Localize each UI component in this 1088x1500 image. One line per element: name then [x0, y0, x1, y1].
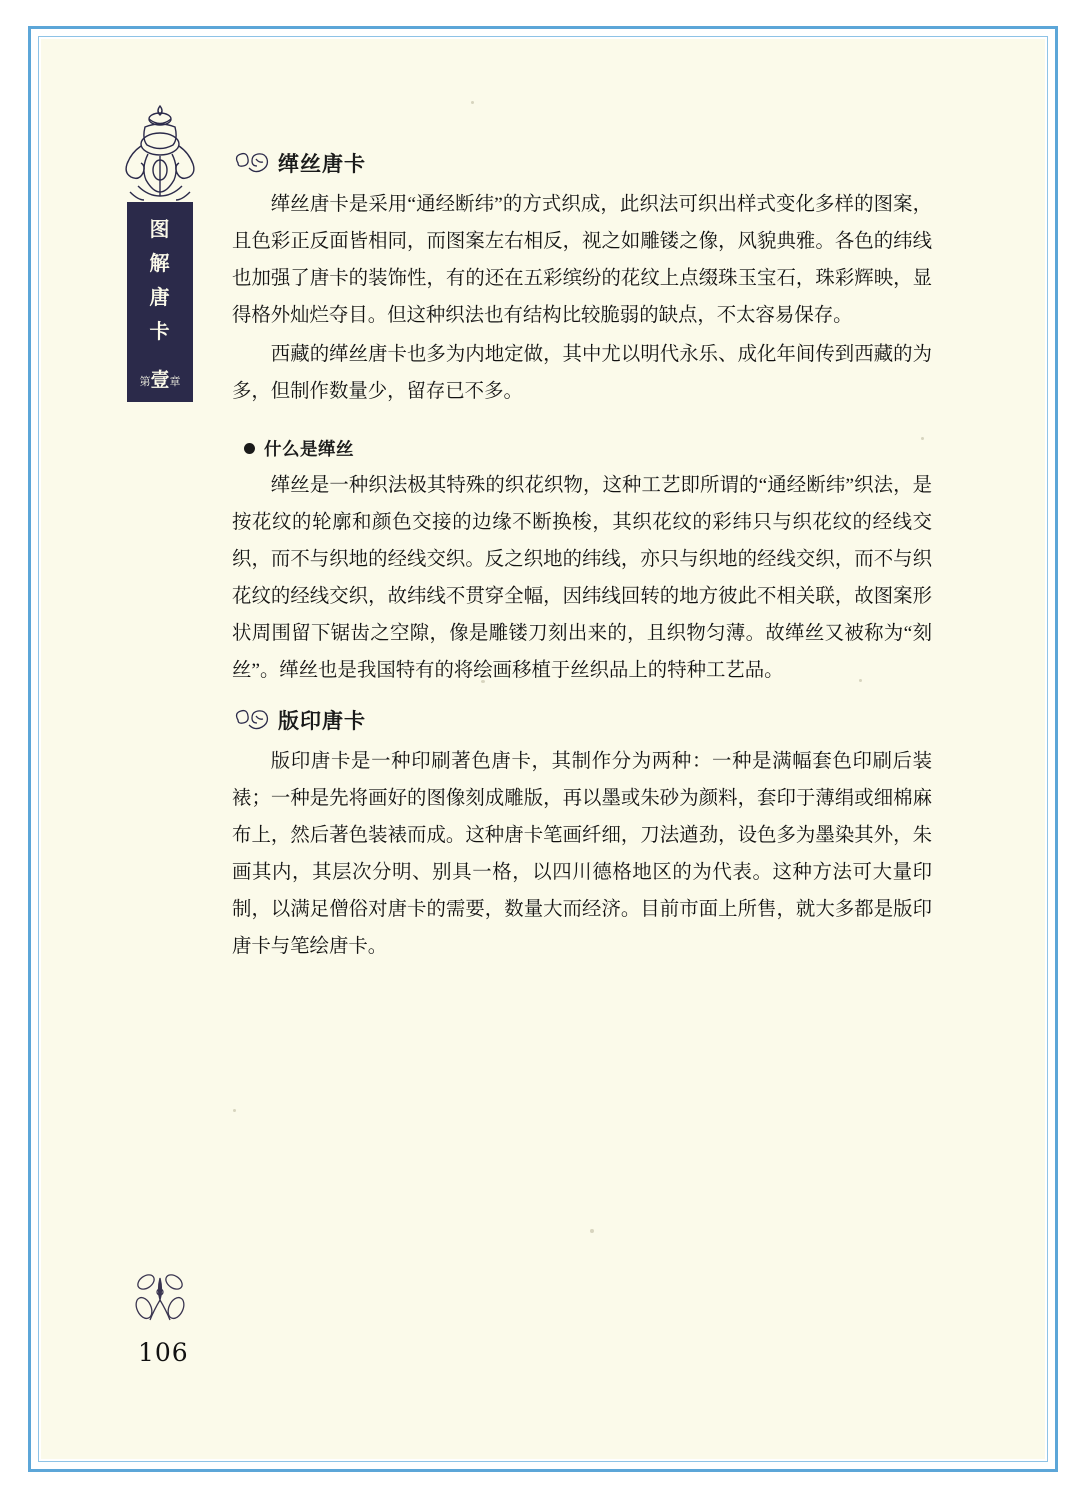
page-number: 106: [138, 1338, 189, 1367]
side-tab-chapter: [127, 358, 193, 402]
chapter-number: 壹: [150, 369, 170, 391]
chapter-side-tab: [118, 100, 202, 391]
paragraph: 缂丝是一种织法极其特殊的织花织物，这种工艺即所谓的“通经断纬”织法，是按花纹的轮廓和颜色交接的边缘不断换梭，其织花纹的彩纬只与织花纹的经线交织，而不与织地的经线交织。反之织地的纬线，亦只与织地的经线交织，而不与织花纹的经线交织，故纬线不贯穿全幅，因纬线回转的地方彼此不相关联，故图案形状周围留下锯齿之空隙，像是雕镂刀刻出来的，且织物匀薄。故缂丝又被称为“刻丝”。缂丝也是我国特有的将绘画移植于丝织品上的特种工艺品。: [232, 475, 932, 681]
side-tab-char-1: 图: [149, 217, 171, 241]
side-tab-char-3: 唐: [149, 285, 171, 309]
paper-speck: [590, 1229, 594, 1233]
section-title: 版印唐卡: [278, 709, 366, 733]
section-heading: [232, 705, 932, 735]
side-tab-title: [127, 202, 193, 358]
paragraph: 缂丝唐卡是采用“通经断纬”的方式织成，此织法可织出样式变化多样的图案，且色彩正反面皆相同，而图案左右相反，视之如雕镂之像，风貌典雅。各色的纬线也加强了唐卡的装饰性，有的还在五彩缤纷的花纹上点缀珠玉宝石，珠彩辉映，显得格外灿烂夺目。但这种织法也有结构比较脆弱的缺点，不太容易保存。: [232, 194, 932, 326]
flourish-ornament-icon: [232, 150, 272, 176]
section-title: 缂丝唐卡: [278, 152, 366, 176]
chapter-suffix: 章: [169, 375, 181, 388]
chapter-prefix: 第: [139, 375, 151, 388]
paper-speck: [471, 101, 474, 104]
paragraph: 西藏的缂丝唐卡也多为内地定做，其中尤以明代永乐、成化年间传到西藏的为多，但制作数量少，留存已不多。: [232, 344, 932, 402]
paragraph: 版印唐卡是一种印刷著色唐卡，其制作分为两种：一种是满幅套色印刷后装裱；一种是先将画好的图像刻成雕版，再以墨或朱砂为颜料，套印于薄绢或细棉麻布上，然后著色装裱而成。这种唐卡笔画纤细，刀法遒劲，设色多为墨染其外，朱画其内，其层次分明、别具一格，以四川德格地区的为代表。这种方法可大量印制，以满足僧俗对唐卡的需要，数量大而经济。目前市面上所售，就大多都是版印唐卡与笔绘唐卡。: [232, 751, 932, 957]
subsection-heading: [244, 436, 932, 461]
spacer: [232, 691, 932, 705]
flourish-ornament-icon: [232, 707, 272, 733]
floral-footer-ornament-icon: [128, 1268, 194, 1326]
round-bullet-icon: [244, 443, 255, 454]
subsection-title: 什么是缂丝: [264, 440, 354, 460]
vase-ornament-icon: [118, 100, 202, 205]
section-heading: [232, 148, 932, 178]
side-tab-char-4: 卡: [149, 319, 171, 343]
page-content: [232, 148, 932, 967]
side-tab-char-2: 解: [149, 251, 171, 275]
paper-speck: [233, 1109, 236, 1112]
